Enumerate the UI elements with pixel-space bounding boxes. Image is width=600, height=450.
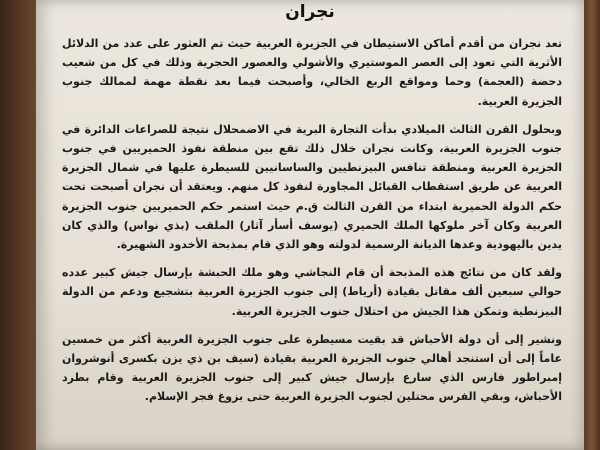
paragraph-4: ونشير إلى أن دولة الأحباش قد بقيت مسيطرة على جنوب الجزيرة العربية أكثر من خمسين عاماً إلى أن استنجد أهالي جنوب الجزيرة العربية بقيادة (سيف بن ذي يزن بكسرى أنوشروان إمبراطور فارس الذي سارع بإرسال جيش كبير إلى جنوب الجزيرة العربية وقام بطرد الأحباش، وبقي الفرس محتلين لجنوب الجزيرة العربية حتى بزوغ فجر الإسلام. [62,332,562,404]
paragraph-3: ولقد كان من نتائج هذه المذبحة أن قام النجاشي وهو ملك الحبشة بإرسال جيش كبير عدده حوالي سبعين ألف مقاتل بقيادة (أرياط) إلى جنوب الجزيرة العربية بتشجيع ودعم من الدولة البيزنطية وتمكن هذا الجيش من احتلال جنوب الجزيرة العربية. [62,266,562,318]
wooden-frame [584,0,600,450]
paragraph-2: وبحلول القرن الثالث الميلادي بدأت التجارة البرية في الاضمحلال نتيجة للصراعات الدائرة في جنوب الجزيرة العربية، وكانت نجران خلال ذلك تقع بين منطقة نفوذ الحميريين في جنوب الجزيرة العربية ومنطقة تنافس البيزنطيين والساسانيين للسيطرة عليها في شمال الجزيرة العربية عن طريق استقطاب القبائل المجاورة لنفوذ كل منهم. ويعتقد أن نجران أصبحت تحت حكم الدولة الحميرية ابتداء من القرن الثالث ق.م حيث استمر حكم الحميريين جنوب الجزيرة العربية وكان آخر ملوكها الملك الحميري (يوسف أسأر آثار) الملقب (بذي نواس) والذي كان يدين باليهودية وعدها الديانة الرسمية لدولته وهو الذي قام بمذبحة الأخدود الشهيرة. [62,122,562,252]
paragraph-1: تعد نجران من أقدم أماكن الاستيطان في الجزيرة العربية حيث تم العثور على عدد من الدلائل الأثرية التي تعود إلى العصر الموستيري والأشولي والعصور الحجرية وذلك في كل من شعيب دحضة (العجمة) وحما ومواقع الربع الخالي، وأصبحت فيما بعد نقطة مهمة لممالك جنوب الجزيرة العربية. [62,37,562,108]
sign-panel [36,0,584,450]
sign-body [62,34,562,416]
sign-title: نجران [285,2,335,22]
